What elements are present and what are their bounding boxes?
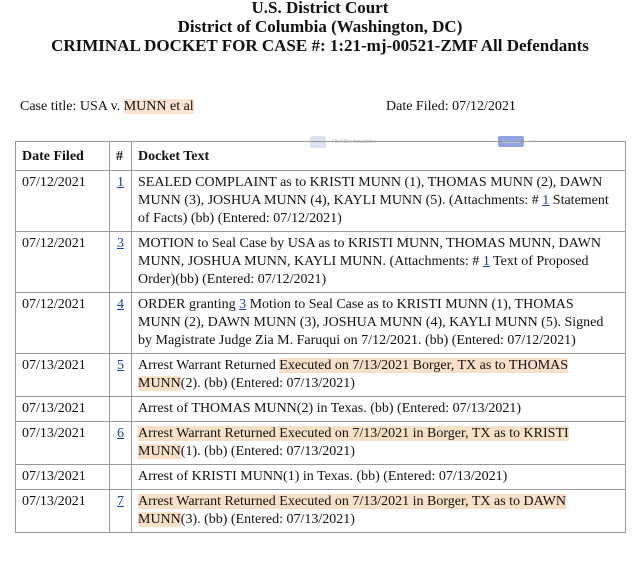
table-row [16, 490, 626, 533]
row-date: 07/12/2021 [16, 171, 110, 232]
attachment-link[interactable]: 3 [239, 297, 247, 312]
row-number [110, 490, 132, 533]
row-date: 07/13/2021 [16, 465, 110, 490]
row-docket-text [132, 171, 626, 232]
table-row [16, 232, 626, 293]
docket-text: Arrest of THOMAS MUNN(2) in Texas. (bb) (Entered: 07/13/2021) [138, 401, 522, 416]
row-date: 07/13/2021 [16, 354, 110, 397]
case-title-value: MUNN et al [123, 99, 194, 114]
docket-text: (2). (bb) (Entered: 07/13/2021) [180, 376, 355, 391]
document-link[interactable]: 1 [117, 175, 124, 190]
docket-text: (1). (bb) (Entered: 07/13/2021) [180, 444, 355, 459]
highlighted-text: Arrest Warrant Returned Executed on 7/13/2021 in Borger, TX as to DAWN MUNN [138, 494, 566, 527]
attachment-link[interactable]: 1 [482, 254, 490, 269]
document-link[interactable]: 5 [117, 358, 124, 373]
docket-title: CRIMINAL DOCKET FOR CASE #: 1:21-mj-00521-ZMF All Defendants [51, 36, 589, 55]
table-row [16, 397, 626, 422]
highlighted-text: Arrest Warrant Returned Executed on 7/13/2021 in Borger, TX as to KRISTI MUNN [138, 426, 569, 459]
header-date-filed: Date Filed [16, 142, 110, 171]
table-row [16, 293, 626, 354]
docket-text: Motion to Seal Case as to KRISTI MUNN (1), THOMAS MUNN (2), DAWN MUNN (3), JOSHUA MUNN (4), KAYLI MUNN (5). Signed by Magistrate Judge Zia M. Faruqui on 7/12/2021. (bb) (Entered: 07/12/2021) [138, 297, 604, 348]
header-docket-text: Docket Text [132, 142, 626, 171]
document-link[interactable]: 3 [117, 236, 124, 251]
docket-text: MOTION to Seal Case by USA as to KRISTI MUNN, THOMAS MUNN, DAWN MUNN, JOSHUA MUNN, KAYLI MUNN. (Attachments: # [138, 236, 601, 269]
row-number [110, 465, 132, 490]
row-docket-text [132, 293, 626, 354]
row-docket-text [132, 422, 626, 465]
docket-text: ORDER granting [138, 297, 240, 312]
table-row [16, 465, 626, 490]
newsletter-name: File411's Newsletter [332, 139, 377, 145]
document-link[interactable]: 7 [117, 494, 124, 509]
row-number [110, 422, 132, 465]
row-docket-text [132, 397, 626, 422]
row-date: 07/13/2021 [16, 422, 110, 465]
docket-text: Arrest Warrant Returned [138, 358, 280, 373]
row-date: 07/13/2021 [16, 490, 110, 533]
district-name: District of Columbia (Washington, DC) [177, 17, 463, 36]
row-number [110, 232, 132, 293]
row-number [110, 354, 132, 397]
row-number [110, 293, 132, 354]
chevron-down-icon[interactable]: ⌄ [530, 135, 537, 144]
table-header-row [16, 142, 626, 171]
header-number: # [110, 142, 132, 171]
row-number [110, 171, 132, 232]
row-date: 07/12/2021 [16, 232, 110, 293]
docket-header [0, 0, 640, 55]
docket-text: Arrest of KRISTI MUNN(1) in Texas. (bb) (Entered: 07/13/2021) [138, 469, 508, 484]
date-filed: Date Filed: 07/12/2021 [386, 99, 516, 114]
subscribe-button[interactable]: Subscribe [498, 136, 524, 147]
court-name: U.S. District Court [251, 0, 389, 17]
case-title-label: Case title: USA v. [20, 99, 124, 114]
docket-text: Text of Proposed Order)(bb) (Entered: 07/12/2021) [138, 254, 589, 287]
docket-text: (3). (bb) (Entered: 07/13/2021) [180, 512, 355, 527]
document-link[interactable]: 4 [117, 297, 124, 312]
row-date: 07/13/2021 [16, 397, 110, 422]
highlighted-text: Executed on 7/13/2021 Borger, TX as to THOMAS MUNN [138, 358, 569, 391]
docket-text: Statement of Facts) (bb) (Entered: 07/12/2021) [138, 193, 609, 226]
row-date: 07/12/2021 [16, 293, 110, 354]
row-docket-text [132, 465, 626, 490]
row-docket-text [132, 354, 626, 397]
document-link[interactable]: 6 [117, 426, 124, 441]
row-docket-text [132, 490, 626, 533]
case-info [20, 99, 620, 115]
row-number [110, 397, 132, 422]
docket-text: SEALED COMPLAINT as to KRISTI MUNN (1), THOMAS MUNN (2), DAWN MUNN (3), JOSHUA MUNN (4), KAYLI MUNN (5). (Attachments: # [138, 175, 603, 208]
table-row [16, 422, 626, 465]
docket-table [15, 141, 626, 533]
row-docket-text [132, 232, 626, 293]
table-row [16, 171, 626, 232]
table-row [16, 354, 626, 397]
attachment-link[interactable]: 1 [542, 193, 550, 208]
